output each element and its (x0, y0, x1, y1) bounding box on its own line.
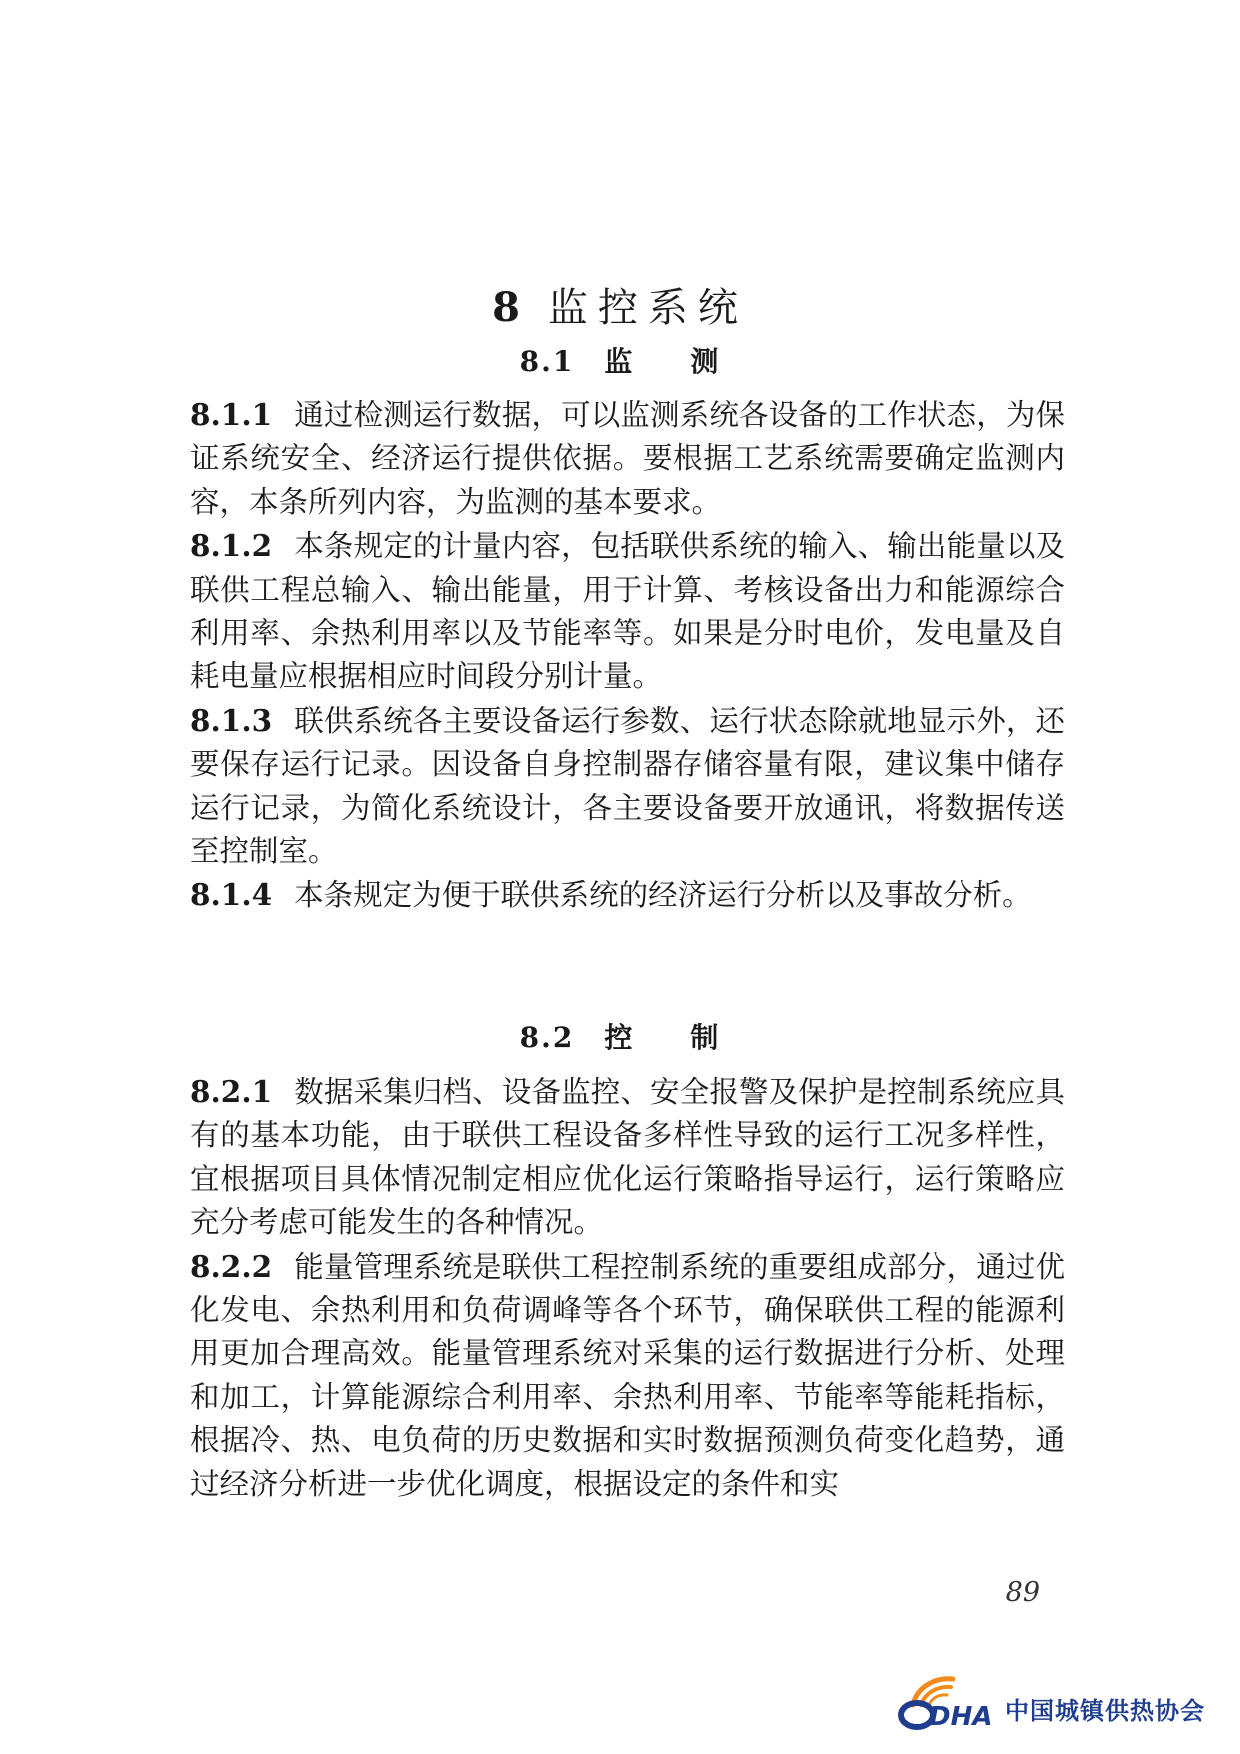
publisher-logo (895, 1665, 1225, 1735)
clause-paragraph (190, 524, 1065, 699)
clause-text: 数据采集归档、设备监控、安全报警及保护是控制系统应具有的基本功能，由于联供工程设备多样性导致的运行工况多样性，宜根据项目具体情况制定相应优化运行策略指导运行，运行策略应充分考虑可能发生的各种情况。 (190, 1075, 1065, 1240)
clause-text: 联供系统各主要设备运行参数、运行状态除就地显示外，还要保存运行记录。因设备自身控制器存储容量有限，建议集中储存运行记录，为简化系统设计，各主要设备要开放通讯，将数据传送至控制室。 (190, 703, 1065, 869)
logo-letters: DHA (929, 1702, 993, 1732)
section-title-char: 控 (604, 1021, 635, 1054)
chapter-title-text: 监控系统 (547, 285, 748, 331)
section-title-char: 测 (690, 345, 721, 378)
clause-paragraph (190, 393, 1065, 524)
section-heading-8-2 (0, 1016, 1240, 1056)
section-number: 8.1 (519, 345, 575, 378)
clause-paragraph (190, 699, 1065, 874)
clause-paragraph (190, 1245, 1065, 1506)
section-heading-8-1 (0, 340, 1240, 380)
clause-text: 能量管理系统是联供工程控制系统的重要组成部分，通过优化发电、余热利用和负荷调峰等各个环节，确保联供工程的能源利用更加合理高效。能量管理系统对采集的运行数据进行分析、处理和加工，计算能源综合利用率、余热利用率、节能率等能耗指标，根据冷、热、电负荷的历史数据和实时数据预测负荷变化趋势，通过经济分析进一步优化调度，根据设定的条件和实 (190, 1249, 1065, 1501)
section-title-char: 制 (690, 1021, 721, 1054)
clause-text: 本条规定的计量内容，包括联供系统的输入、输出能量以及联供工程总输入、输出能量，用于计算、考核设备出力和能源综合利用率、余热利用率以及节能率等。如果是分时电价，发电量及自耗电量应根据相应时间段分别计量。 (190, 529, 1065, 694)
section-body-8-2 (190, 1070, 1065, 1506)
clause-number: 8.2.2 (190, 1248, 273, 1284)
page-number: 89 (1005, 1577, 1040, 1608)
clause-paragraph (190, 873, 1065, 917)
clause-number: 8.2.1 (190, 1074, 273, 1109)
clause-number: 8.1.1 (190, 397, 273, 432)
clause-text: 本条规定为便于联供系统的经济运行分析以及事故分析。 (294, 878, 1032, 913)
chapter-title (0, 276, 1240, 333)
section-body-8-1 (190, 393, 1065, 918)
clause-number: 8.1.2 (190, 528, 273, 564)
section-title-char: 监 (604, 345, 635, 378)
org-name: 中国城镇供热协会 (1005, 1697, 1205, 1725)
section-number: 8.2 (519, 1021, 575, 1054)
clause-number: 8.1.3 (190, 702, 273, 738)
chapter-number: 8 (492, 284, 530, 331)
clause-paragraph (190, 1070, 1065, 1245)
clause-text: 通过检测运行数据，可以监测系统各设备的工作状态，为保证系统安全、经济运行提供依据。要根据工艺系统需要确定监测内容，本条所列内容，为监测的基本要求。 (190, 398, 1065, 519)
dha-logo-icon (895, 1665, 1015, 1735)
clause-number: 8.1.4 (190, 877, 273, 913)
